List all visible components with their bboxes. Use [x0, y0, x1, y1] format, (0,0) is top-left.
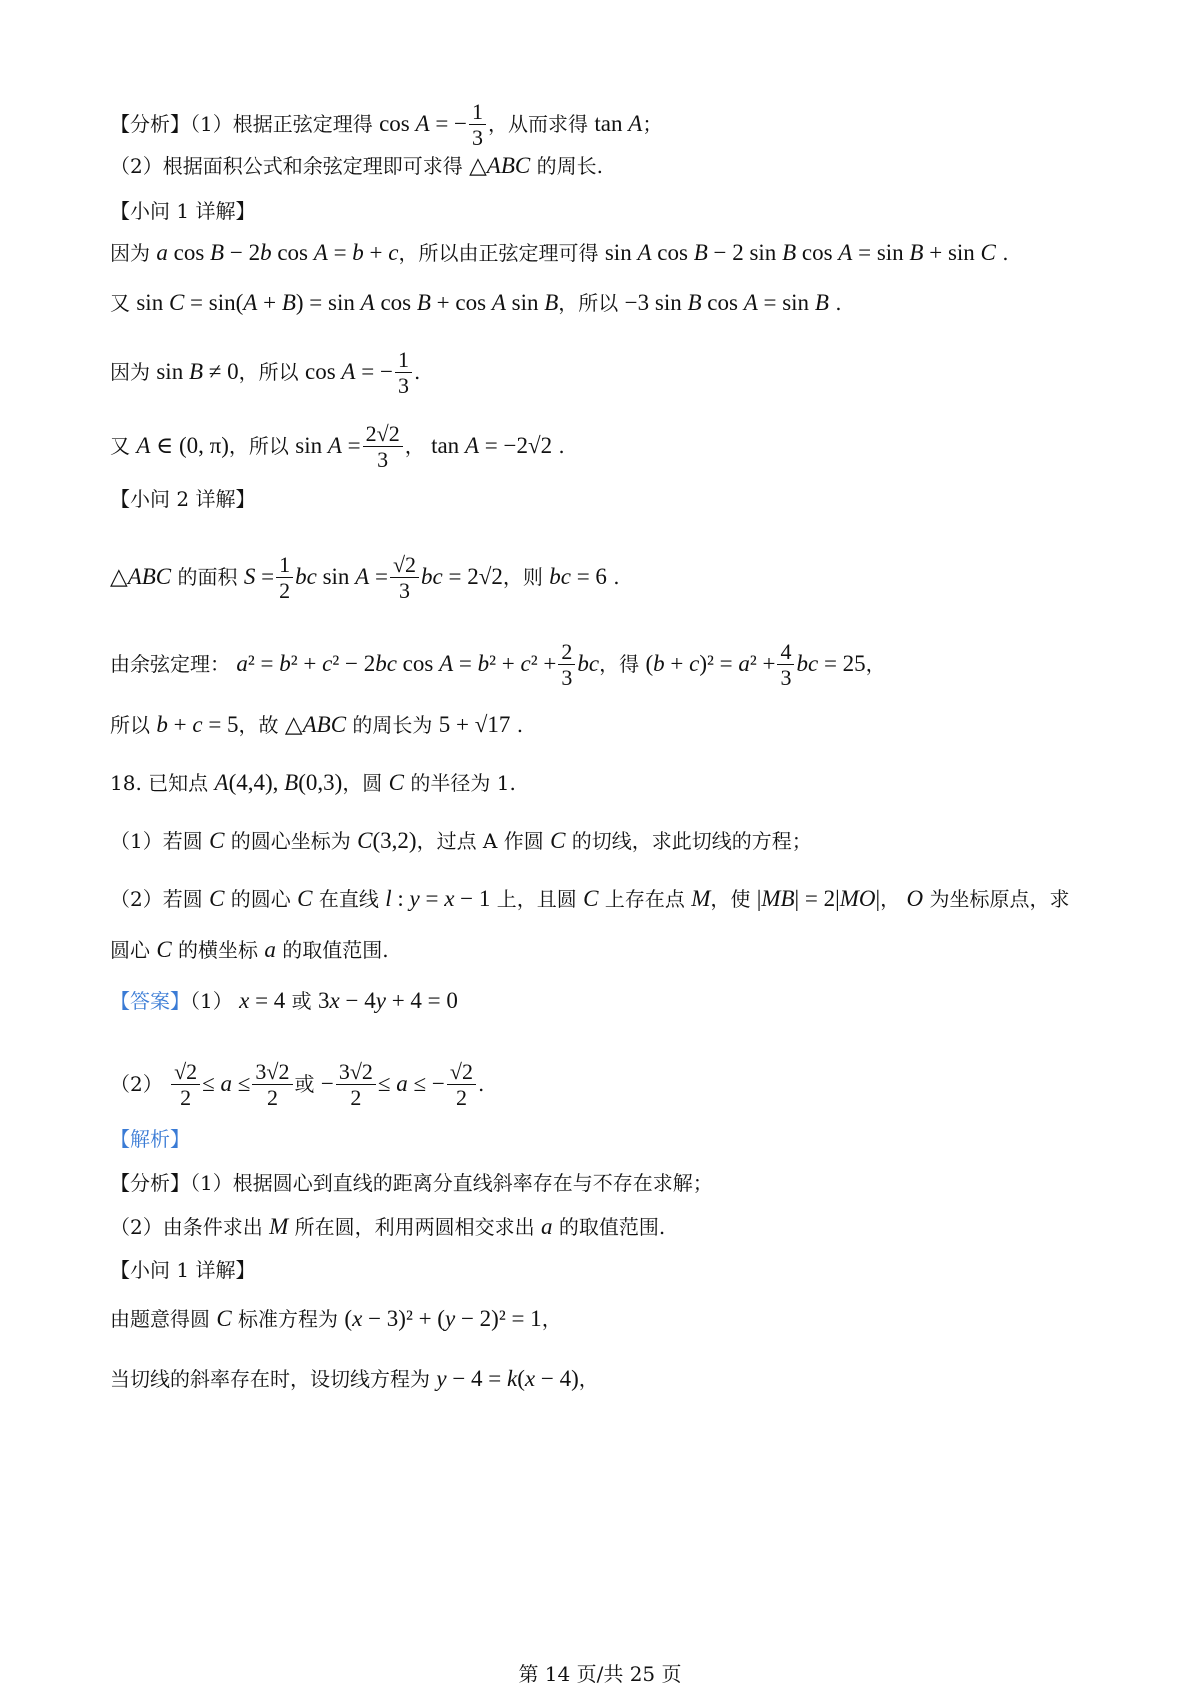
derivation-line-3: 因为 sin B ≠ 0，所以 cos A = − $\frac{1}{3}$ .: [110, 347, 421, 398]
tangent-slope-line: 当切线的斜率存在时，设切线方程为 y − 4 = k(x − 4)，: [110, 1366, 599, 1391]
answer-tag: 【答案】: [110, 989, 190, 1013]
answer-line-1: 【答案】（1） x = 4 或 3x − 4y + 4 = 0: [110, 988, 458, 1013]
derivation-line-4: 又 A ∈ (0, π)，所以 sin A = $\frac{2√2}{3}$ ， tan A = −2√2 .: [110, 421, 565, 472]
problem-18-part-1: （1）若圆 C 的圆心坐标为 C(3,2)，过点 A 作圆 C 的切线，求此切线的方程；: [110, 828, 812, 853]
derivation-line-2: 又 sin C = sin(A + B) = sin A cos B + cos A sin B，所以 −3 sin B cos A = sin B .: [110, 290, 842, 315]
problem-18-stem: 18. 已知点 A(4,4), B(0,3)，圆 C 的半径为 1.: [110, 770, 516, 795]
analysis-line-2: （2）根据面积公式和余弦定理即可求得 △ABC 的周长.: [110, 153, 603, 178]
area-line: △ABC 的面积 S = $\frac{1}{2}$ bc sin A = $\frac{√2}{3}$ bc = 2√2，则 bc = 6 .: [110, 552, 620, 603]
subquestion-1-heading-18: 【小问 1 详解】: [110, 1258, 256, 1282]
subquestion-1-heading: 【小问 1 详解】: [110, 199, 256, 223]
cosine-rule-line: 由余弦定理： a² = b² + c² − 2bc cos A = b² + c² + $\frac{2}{3}$ bc，得 (b + c)² = a² + $\frac{4}{3}$ bc = 25，: [110, 639, 886, 690]
analysis-line-1: 【分析】（1）根据正弦定理得 cos A = − $\frac{1}{3}$ ，从而求得 tan A；: [110, 99, 663, 150]
problem-18-part-2: （2）若圆 C 的圆心 C 在直线 l : y = x − 1 上，且圆 C 上存在点 M，使 |MB| = 2|MO|， O 为坐标原点，求: [110, 886, 1070, 911]
analysis-18-line-1: 【分析】（1）根据圆心到直线的距离分直线斜率存在与不存在求解；: [110, 1171, 713, 1195]
subquestion-2-heading: 【小问 2 详解】: [110, 487, 256, 511]
answer-line-2: （2） $\frac{√2}{2}$ ≤ a ≤ $\frac{3√2}{2}$ 或 − $\frac{3√2}{2}$ ≤ a ≤ − $\frac{√2}{2}$ .: [110, 1059, 485, 1110]
solution-heading: 【解析】: [110, 1127, 190, 1151]
perimeter-line: 所以 b + c = 5，故 △ABC 的周长为 5 + √17 .: [110, 712, 524, 737]
derivation-line-1: 因为 a cos B − 2b cos A = b + c，所以由正弦定理可得 sin A cos B − 2 sin B cos A = sin B + sin C .: [110, 240, 1009, 265]
page-footer: 第 14 页/共 25 页: [518, 1662, 682, 1686]
analysis-18-line-2: （2）由条件求出 M 所在圆，利用两圆相交求出 a 的取值范围.: [110, 1214, 666, 1239]
problem-18-part-2-cont: 圆心 C 的横坐标 a 的取值范围.: [110, 937, 389, 962]
circle-equation-line: 由题意得圆 C 标准方程为 (x − 3)² + (y − 2)² = 1，: [110, 1306, 562, 1331]
